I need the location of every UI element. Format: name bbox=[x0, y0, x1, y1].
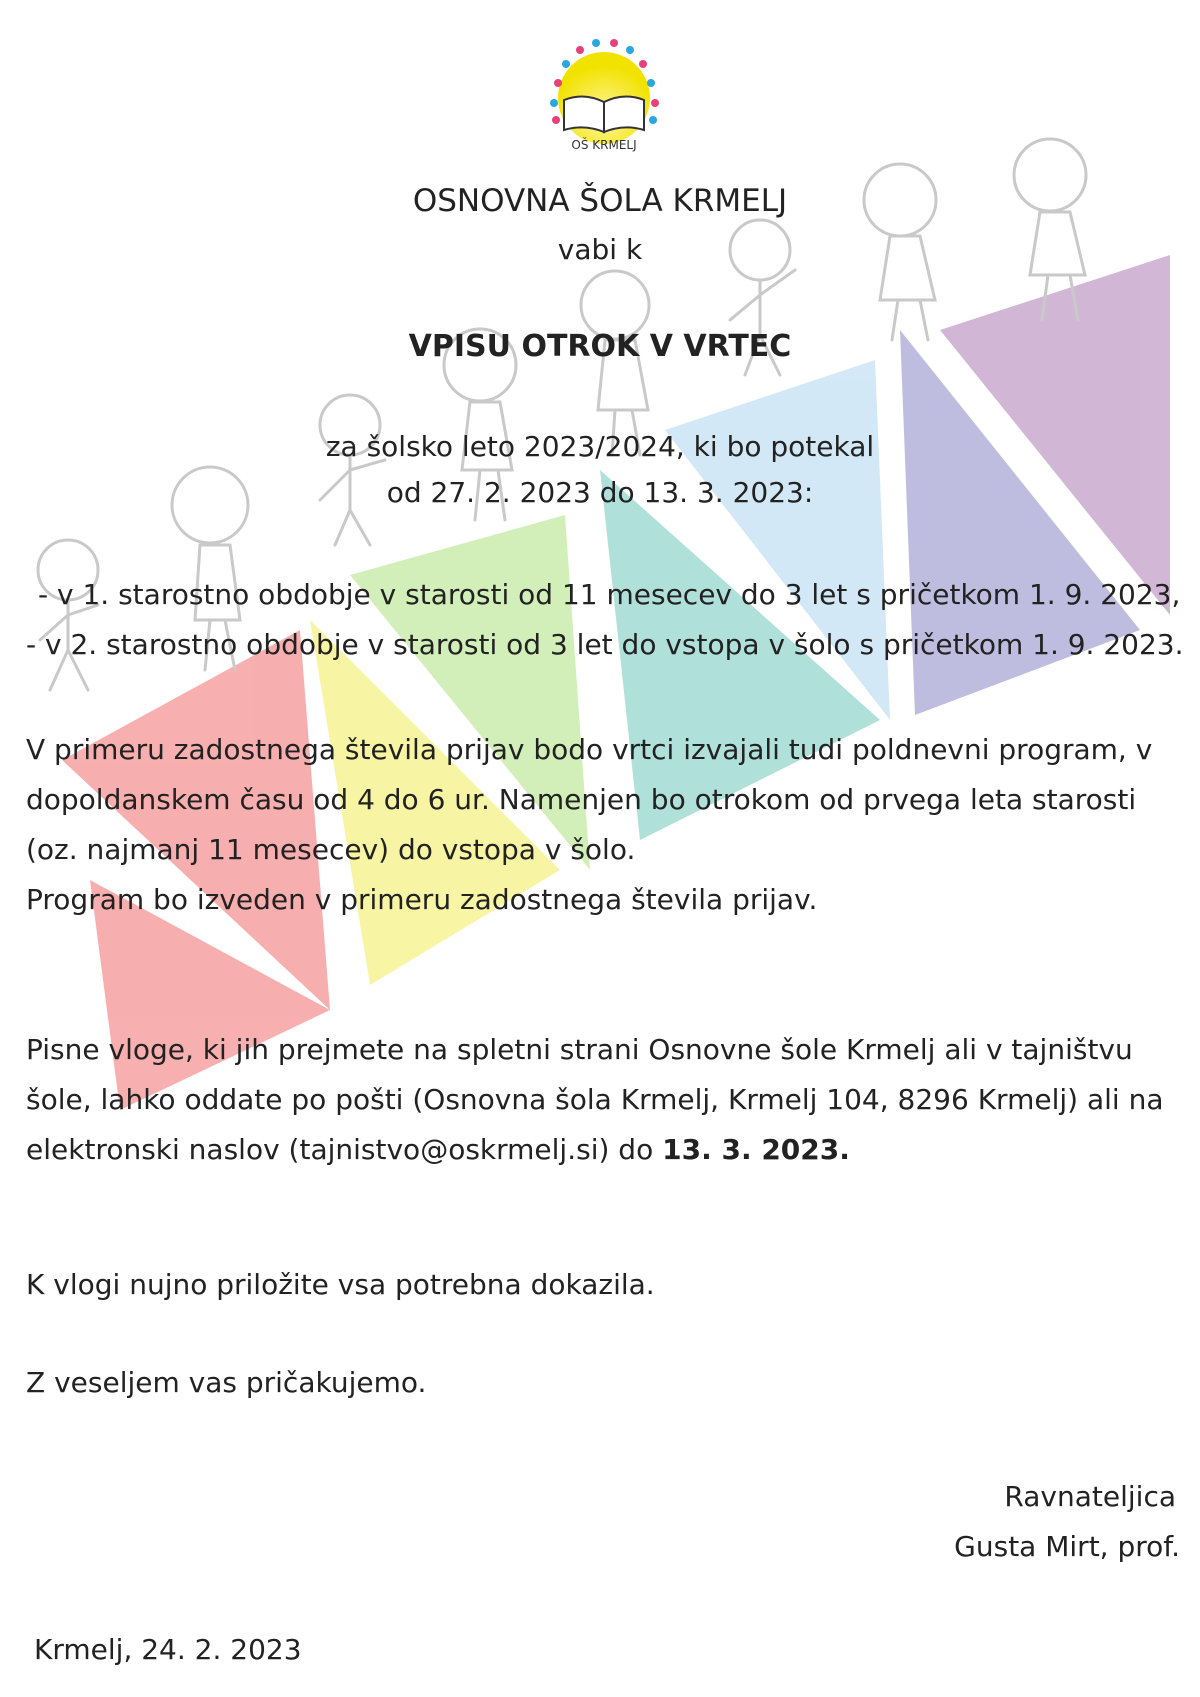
program-line: V primeru zadostnega števila prijav bodo vrtci izvajali tudi poldnevni program, v bbox=[26, 733, 1153, 766]
school-name: OSNOVNA ŠOLA KRMELJ bbox=[412, 183, 788, 219]
program-line: Program bo izveden v primeru zadostnega števila prijav. bbox=[26, 883, 818, 916]
program-line: (oz. najmanj 11 mesecev) do vstopa v šolo. bbox=[26, 833, 636, 866]
applications-line: šole, lahko oddate po pošti (Osnovna šola Krmelj, Krmelj 104, 8296 Krmelj) ali na bbox=[26, 1083, 1164, 1116]
signature-name: Gusta Mirt, prof. bbox=[954, 1530, 1180, 1563]
intro-line-1: za šolsko leto 2023/2024, ki bo potekal bbox=[325, 430, 875, 463]
logo-label: OŠ KRMELJ bbox=[571, 138, 637, 152]
age-group-item: - v 1. starostno obdobje v starosti od 11 mesecev do 3 let s pričetkom 1. 9. 2023, bbox=[38, 578, 1181, 611]
age-group-item: - v 2. starostno obdobje v starosti od 3 let do vstopa v šolo s pričetkom 1. 9. 2023. bbox=[26, 628, 1184, 661]
applications-last-line-text: elektronski naslov (tajnistvo@oskrmelj.si) do bbox=[26, 1133, 663, 1166]
date-place: Krmelj, 24. 2. 2023 bbox=[34, 1633, 302, 1666]
application-deadline: 13. 3. 2023. bbox=[662, 1133, 850, 1166]
applications-last-line bbox=[26, 1125, 1186, 1175]
page-title: VPISU OTROK V VRTEC bbox=[408, 329, 792, 364]
note-text: K vlogi nujno priložite vsa potrebna dokazila. bbox=[26, 1268, 655, 1301]
program-line: dopoldanskem času od 4 do 6 ur. Namenjen bo otrokom od prvega leta starosti bbox=[26, 783, 1137, 816]
applications-line: Pisne vloge, ki jih prejmete na spletni strani Osnovne šole Krmelj ali v tajništvu bbox=[26, 1033, 1133, 1066]
invite-text: vabi k bbox=[557, 233, 643, 266]
signature-role: Ravnateljica bbox=[1004, 1480, 1176, 1513]
program-paragraph bbox=[26, 725, 1186, 925]
closing-text: Z veseljem vas pričakujemo. bbox=[26, 1366, 427, 1399]
applications-paragraph bbox=[26, 1025, 1186, 1175]
intro-line-2: od 27. 2. 2023 do 13. 3. 2023: bbox=[386, 476, 814, 509]
age-group-list bbox=[26, 570, 1186, 670]
